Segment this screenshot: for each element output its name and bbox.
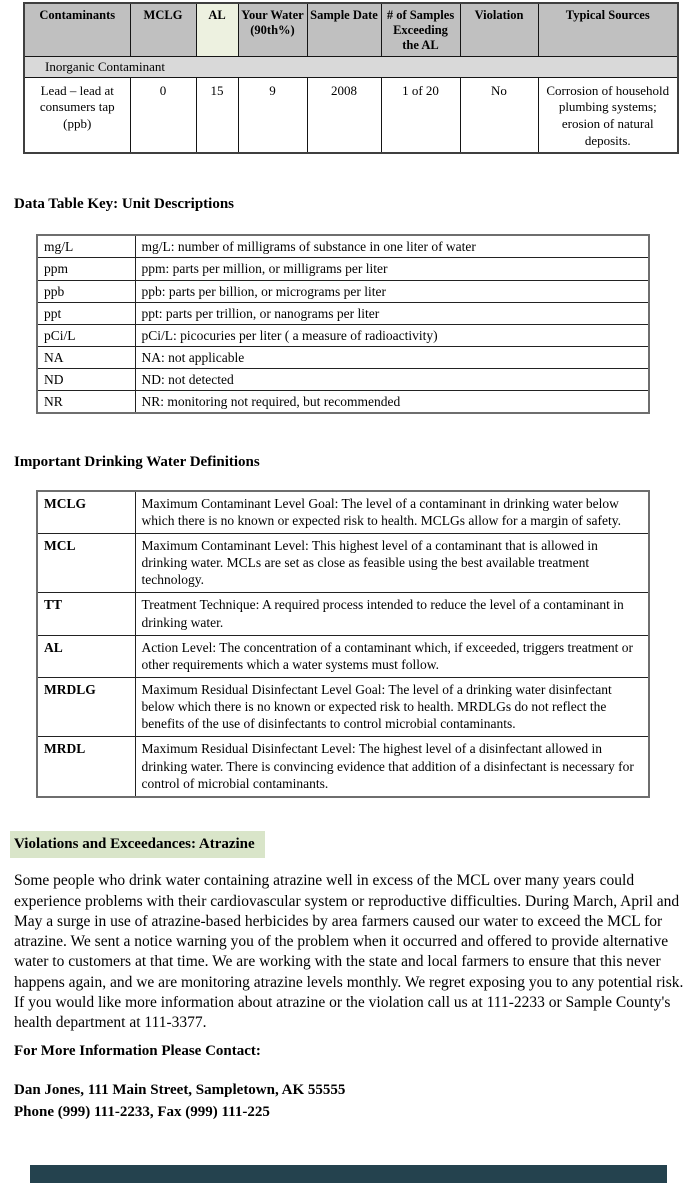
cell-contaminant: Lead – lead at consumers tap (ppb) (24, 77, 130, 153)
column-header-violation: Violation (460, 3, 538, 56)
section-label: Inorganic Contaminant (24, 56, 678, 77)
definition-text: Maximum Residual Disinfectant Level: The highest level of a disinfectant allowed in drinking water. There is convincing evidence that addition of a disinfectant is necessary for control of microbial contaminants. (135, 737, 649, 797)
unit-row (37, 235, 649, 258)
unit-row (37, 391, 649, 414)
violations-paragraph: Some people who drink water containing atrazine well in excess of the MCL over many years could experience problems with their cardiovascular system or reproductive difficulties. During March, April and May a surge in use of atrazine-based herbicides by area farmers caused our water to exceed the MCL for atrazine. We sent a notice warning you of the problem when it occurred and offered to provide alternative water to customers at that time. We are working with the state and local farmers to ensure that this never happens again, and we are monitoring atrazine levels monthly. We regret exposing you to any potential risk. If you would like more information about atrazine or the violation call us at 111-2233 or Sample County's health department at 111-3377. (14, 872, 684, 1032)
unit-description: ND: not detected (135, 369, 649, 391)
definition-term: MRDL (37, 737, 135, 797)
cell-samples-exceeding: 1 of 20 (381, 77, 460, 153)
column-header-samples-exceeding: # of Samples Exceeding the AL (381, 3, 460, 56)
contact-phone-fax: Phone (999) 111-2233, Fax (999) 111-225 (14, 1103, 270, 1120)
column-header-al: AL (196, 3, 238, 56)
contaminants-header-row (24, 3, 678, 56)
unit-abbr: ppt (37, 302, 135, 324)
definition-term: MCLG (37, 491, 135, 534)
contaminants-table (23, 2, 679, 154)
unit-abbr: NA (37, 347, 135, 369)
unit-description: ppb: parts per billion, or micrograms per liter (135, 280, 649, 302)
definition-text: Action Level: The concentration of a contaminant which, if exceeded, triggers treatment or other requirements which a water systems must follow. (135, 635, 649, 677)
definition-row (37, 533, 649, 592)
page (0, 2, 700, 1183)
unit-key-table (36, 234, 650, 414)
cell-violation: No (460, 77, 538, 153)
definition-row (37, 635, 649, 677)
column-header-your-water: Your Water (90th%) (238, 3, 307, 56)
unit-abbr: NR (37, 391, 135, 414)
contact-info (14, 1079, 700, 1123)
cell-sample-date: 2008 (307, 77, 381, 153)
definition-term: MCL (37, 533, 135, 592)
unit-description: mg/L: number of milligrams of substance in one liter of water (135, 235, 649, 258)
definition-row (37, 737, 649, 797)
unit-description: ppt: parts per trillion, or nanograms per liter (135, 302, 649, 324)
column-header-typical-sources: Typical Sources (538, 3, 678, 56)
unit-abbr: ppm (37, 258, 135, 280)
definition-text: Maximum Residual Disinfectant Level Goal: The level of a drinking water disinfectant below which there is no known or expected risk to health. MRDLGs do not reflect the benefits of the use of disinfectants to control microbial contaminants. (135, 677, 649, 736)
definition-term: TT (37, 593, 135, 635)
unit-abbr: ppb (37, 280, 135, 302)
unit-key-heading: Data Table Key: Unit Descriptions (14, 196, 235, 213)
definitions-heading: Important Drinking Water Definitions (14, 454, 260, 471)
cell-your-water: 9 (238, 77, 307, 153)
unit-row (37, 369, 649, 391)
footer-bar (30, 1165, 667, 1183)
contact-heading: For More Information Please Contact: (14, 1042, 261, 1059)
violations-heading: Violations and Exceedances: Atrazine (10, 831, 265, 859)
unit-description: NR: monitoring not required, but recommended (135, 391, 649, 414)
unit-abbr: pCi/L (37, 324, 135, 346)
unit-row (37, 347, 649, 369)
unit-description: pCi/L: picocuries per liter ( a measure of radioactivity) (135, 324, 649, 346)
column-header-contaminants: Contaminants (24, 3, 130, 56)
column-header-mclg: MCLG (130, 3, 196, 56)
cell-typical-sources: Corrosion of household plumbing systems; erosion of natural deposits. (538, 77, 678, 153)
table-section-row (24, 56, 678, 77)
unit-abbr: mg/L (37, 235, 135, 258)
table-row-lead (24, 77, 678, 153)
definition-text: Maximum Contaminant Level: This highest level of a contaminant that is allowed in drinking water. MCLs are set as close as feasible using the best available treatment technology. (135, 533, 649, 592)
unit-row (37, 324, 649, 346)
definition-text: Treatment Technique: A required process intended to reduce the level of a contaminant in drinking water. (135, 593, 649, 635)
unit-abbr: ND (37, 369, 135, 391)
unit-description: ppm: parts per million, or milligrams per liter (135, 258, 649, 280)
definition-term: AL (37, 635, 135, 677)
definitions-table (36, 490, 650, 798)
unit-description: NA: not applicable (135, 347, 649, 369)
definition-row (37, 491, 649, 534)
unit-row (37, 302, 649, 324)
unit-row (37, 258, 649, 280)
definition-term: MRDLG (37, 677, 135, 736)
unit-row (37, 280, 649, 302)
cell-al: 15 (196, 77, 238, 153)
definition-text: Maximum Contaminant Level Goal: The level of a contaminant in drinking water below which there is no known or expected risk to health. MCLGs allow for a margin of safety. (135, 491, 649, 534)
contact-address: Dan Jones, 111 Main Street, Sampletown, AK 55555 (14, 1081, 346, 1098)
column-header-sample-date: Sample Date (307, 3, 381, 56)
cell-mclg: 0 (130, 77, 196, 153)
definition-row (37, 593, 649, 635)
definition-row (37, 677, 649, 736)
